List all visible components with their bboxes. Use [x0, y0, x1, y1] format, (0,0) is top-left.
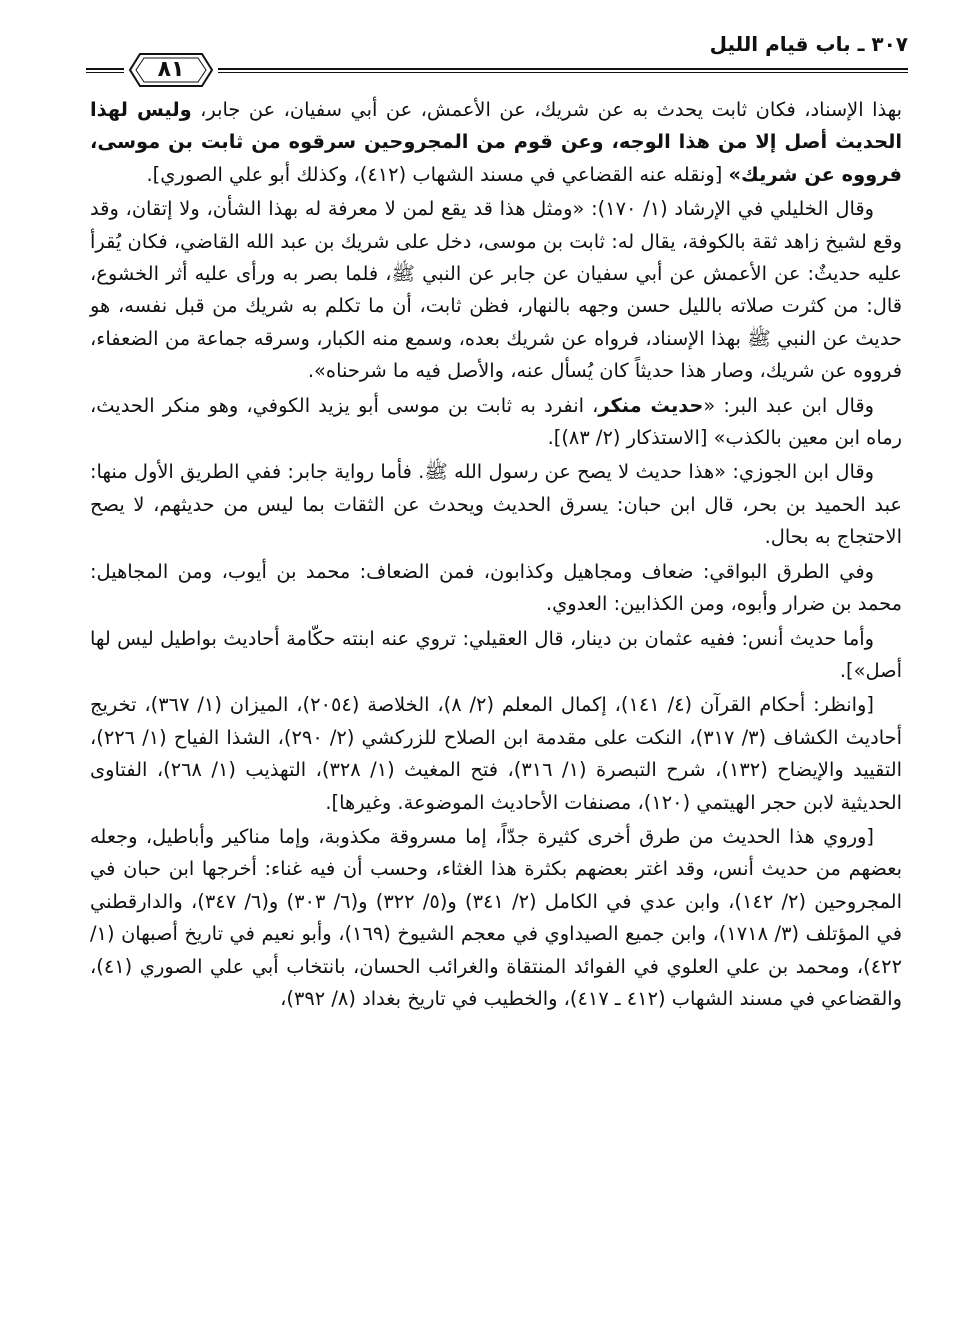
hadith-number-badge — [126, 50, 216, 90]
text-segment: ، انفرد به ثابت بن موسى أبو يزيد الكوفي، وهو منكر الحديث، رماه ابن معين بالكذب» [الاستذكار (٢/ ٨٣)]. — [90, 393, 902, 450]
paragraph — [90, 821, 902, 1015]
header-rule-left — [86, 68, 124, 70]
paragraph — [90, 556, 902, 621]
header-rule — [218, 68, 908, 70]
paragraph — [90, 193, 902, 387]
text-segment: [ونقله عنه القضاعي في مسند الشهاب (٤١٢)، وكذلك أبو علي الصوري]. — [146, 162, 729, 186]
body-text — [90, 94, 902, 1334]
text-segment: وقال ابن عبد البر: « — [703, 393, 875, 417]
text-segment: وفي الطرق البواقي: ضعاف ومجاهيل وكذابون، فمن الضعاف: محمد بن أيوب، ومن المجاهيل: محمد بن ضرار وأبوه، ومن الكذابين: العدوي. — [90, 559, 902, 616]
text-segment: وقال ابن الجوزي: «هذا حديث لا يصح عن رسول الله ﷺ. فأما رواية جابر: ففي الطريق الأول منها: عبد الحميد بن بحر، قال ابن حبان: يسرق الحديث ويحدث عن الثقات بما ليس من حديثهم، لا يصح الاحتجاج به بحال. — [90, 460, 902, 549]
paragraph — [90, 94, 902, 191]
bold-text-segment: حديث منكر — [598, 393, 704, 417]
text-segment: [وانظر: أحكام القرآن (٤/ ١٤١)، إكمال المعلم (٢/ ٨)، الخلاصة (٢٠٥٤)، الميزان (١/ ٣٦٧)، تخريج أحاديث الكشاف (٣/ ٣١٧)، النكت على مقدمة ابن الصلاح للزركشي (٢/ ٢٩٠)، الشذا الفياح (١/ ٢٢٦)، التقييد والإيضاح (١٣٢)، شرح التبصرة (١/ ٣١٦)، فتح المغيث (١/ ٣٢٨)، التهذيب (١/ ٢٦٨)، الفتاوى الحديثية لابن حجر الهيتمي (١٢٠)، مصنفات الأحاديث الموضوعة. وغيرها]. — [90, 693, 903, 814]
paragraph — [90, 623, 902, 688]
text-segment: [وروي هذا الحديث من طرق أخرى كثيرة جدّاً، إما مسروقة مكذوبة، وإما مناكير وأباطيل، وجعله بعضهم من حديث أنس، وقد اغتر بعضهم بكثرة هذا الغثاء، وحسب أن فيه غناء: أخرجها ابن حبان في المجروحين (٢/ ١٤٢)، وابن عدي في الكامل (٢/ ٣٤١) و(٥/ ٣٢٢) و(٦/ ٣٠٣) و(٦/ ٣٤٧)، والدارقطني في المؤتلف (٣/ ١٧١٨)، وابن جميع الصيداوي في معجم الشيوخ (١٦٩)، وأبو نعيم في تاريخ أصبهان (١/ ٤٢٢)، ومحمد بن علي العلوي في الفوائد المنتقاة والغرائب الحسان، بانتخاب أبي علي الصوري (٤١)، والقضاعي في مسند الشهاب (٤١٢ ـ ٤١٧)، والخطيب في تاريخ بغداد (٨/ ٣٩٢)، — [90, 824, 902, 1010]
paragraph — [90, 689, 902, 819]
hadith-number: ٨١ — [157, 57, 185, 82]
text-segment: وقال الخليلي في الإرشاد (١/ ١٧٠): «ومثل هذا قد يقع لمن لا معرفة له بهذا الشأن، ولا إتقان، وقد وقع لشيخ زاهد ثقة بالكوفة، يقال له: ثابت بن موسى، دخل على شريك بن عبد الله القاضي، فكان يُقرأ عليه حديثٌ: عن الأعمش عن أبي سفيان عن جابر عن النبي ﷺ، فلما بصر به ورأى عليه أثر الخشوع، قال: من كثرت صلاته بالليل حسن وجهه بالنهار، فظن ثابت، أن ما تكلم به شريك من قبل نفسه، هو حديث عن النبي ﷺ بهذا الإسناد، فرواه عن شريك بعده، وسمع منه الكبار، وسرقه جماعة من الضعفاء، فرووه عن شريك، وصار هذا حديثاً كان يُسأل عنه، والأصل فيه ما شرحناه». — [90, 197, 902, 383]
text-segment: وأما حديث أنس: ففيه عثمان بن دينار، قال العقيلي: تروي عنه ابنته حكّامة أحاديث بواطيل ليس لها أصل»]. — [90, 626, 902, 682]
running-title: ٣٠٧ ـ باب قيام الليل — [709, 32, 908, 56]
paragraph — [90, 390, 902, 455]
header-rule-thin — [218, 72, 908, 73]
page-header — [86, 26, 908, 86]
paragraph — [90, 456, 902, 553]
text-segment: بهذا الإسناد، فكان ثابت يحدث به عن شريك، عن الأعمش، عن أبي سفيان، عن جابر، — [191, 98, 902, 121]
header-rule-left-thin — [86, 72, 124, 73]
bold-text-segment: وليس لهذا الحديث أصل إلا من هذا الوجه، وعن قوم من المجروحين سرقوه من ثابت بن موسى، فرووه عن شريك» — [90, 98, 902, 186]
